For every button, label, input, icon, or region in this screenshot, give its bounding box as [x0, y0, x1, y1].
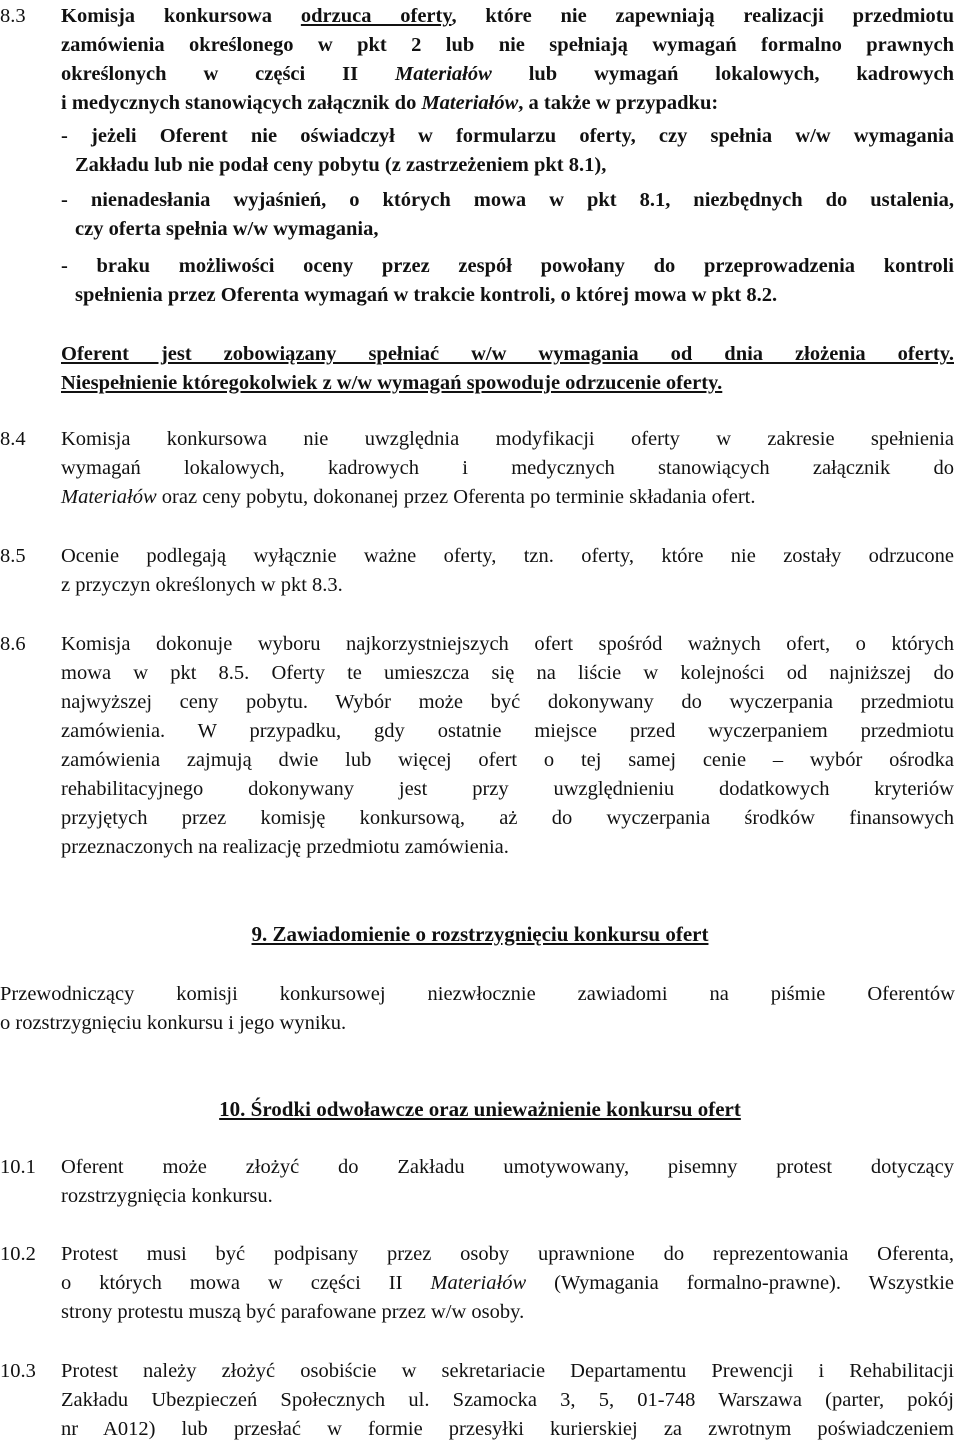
text-line: Protest musi być podpisany przez osoby uprawnione do reprezentowania Oferenta,	[61, 1243, 954, 1265]
heading-text: 10. Środki odwoławcze oraz unieważnienie konkursu ofert	[219, 1097, 741, 1121]
text-line: Komisja konkursowa nie uwzględnia modyfikacji oferty w zakresie spełnienia	[61, 428, 954, 450]
section-10-3-text	[61, 1357, 954, 1444]
text-line: przeznaczonych na realizację przedmiotu zamówienia.	[61, 836, 509, 858]
text-line: zamówienia zajmują dwie lub więcej ofert o tej samej cenie – wybór ośrodka	[61, 749, 954, 771]
italic-text: Materiałów	[61, 486, 157, 508]
text-line: rehabilitacyjnego dokonywany jest przy uwzględnieniu dodatkowych kryteriów	[61, 778, 954, 800]
dash-item-2	[61, 186, 954, 244]
text-fragment: lub wymagań lokalowych, kadrowych	[491, 63, 954, 85]
text-line: Komisja dokonuje wyboru najkorzystniejszych ofert spośród ważnych ofert, o których	[61, 633, 954, 655]
text-line: zamówienia określonego w pkt 2 lub nie spełniają wymagań formalno prawnych	[61, 34, 954, 56]
dash-item-3	[61, 252, 954, 310]
text-line: Oferent jest zobowiązany spełniać w/w wymagania od dnia złożenia oferty.	[61, 343, 954, 365]
section-number-8-3: 8.3	[0, 5, 26, 27]
text-line: spełnienia przez Oferenta wymagań w trakcie kontroli, o której mowa w pkt 8.2.	[75, 284, 778, 306]
text-line: nr A012) lub przesłać w formie przesyłki kurierskiej za zwrotnym poświadczeniem	[61, 1418, 954, 1440]
section-10-2-text	[61, 1240, 954, 1327]
section-number-8-6: 8.6	[0, 633, 26, 655]
text-line: Przewodniczący komisji konkursowej niezwłocznie zawiadomi na piśmie Oferentów	[0, 983, 955, 1005]
underlined-text: odrzuca oferty	[300, 5, 452, 27]
section-number-10-1: 10.1	[0, 1156, 36, 1178]
italic-text: Materiałów	[394, 63, 492, 85]
text-line: z przyczyn określonych w pkt 8.3.	[61, 574, 343, 596]
section-8-5-text	[61, 542, 954, 600]
text-line: Ocenie podlegają wyłącznie ważne oferty, tzn. oferty, które nie zostały odrzucone	[61, 545, 954, 567]
heading-text: 9. Zawiadomienie o rozstrzygnięciu konkursu ofert	[251, 922, 709, 946]
text-fragment: (Wymagania formalno-prawne). Wszystkie	[526, 1272, 955, 1294]
dash-item-1	[61, 122, 954, 180]
text-line: Protest należy złożyć osobiście w sekretariacie Departamentu Prewencji i Rehabilitacji	[61, 1360, 954, 1382]
text-fragment: i medycznych stanowiących załącznik do	[61, 92, 422, 114]
text-line: rozstrzygnięcia konkursu.	[61, 1185, 273, 1207]
section-10-1-text	[61, 1153, 954, 1211]
text-line: czy oferta spełnia w/w wymagania,	[75, 218, 379, 240]
text-line: Zakładu lub nie podał ceny pobytu (z zastrzeżeniem pkt 8.1),	[75, 154, 607, 176]
obligation-note	[61, 340, 954, 398]
text-fragment: , a także w przypadku:	[518, 92, 719, 114]
text-line: wymagań lokalowych, kadrowych i medycznych stanowiących załącznik do	[61, 457, 954, 479]
text-line: - nienadesłania wyjaśnień, o których mowa w pkt 8.1, niezbędnych do ustalenia,	[61, 189, 954, 211]
italic-text: Materiałów	[430, 1272, 527, 1294]
section-8-6-text	[61, 630, 954, 862]
text-fragment: , które nie zapewniają realizacji przedmiotu	[451, 5, 954, 27]
section-number-10-3: 10.3	[0, 1360, 36, 1382]
section-8-4-text	[61, 425, 954, 512]
section-9-text	[0, 980, 955, 1038]
text-fragment: określonych w części II	[61, 63, 395, 85]
section-number-10-2: 10.2	[0, 1243, 36, 1265]
text-line: zamówienia. W przypadku, gdy ostatnie miejsce przed wyczerpaniem przedmiotu	[61, 720, 954, 742]
text-fragment: Komisja konkursowa	[61, 5, 301, 27]
text-line: - jeżeli Oferent nie oświadczył w formularzu oferty, czy spełnia w/w wymagania	[61, 125, 954, 147]
text-line: strony protestu muszą być parafowane przez w/w osoby.	[61, 1301, 525, 1323]
section-number-8-4: 8.4	[0, 428, 26, 450]
text-fragment: oraz ceny pobytu, dokonanej przez Oferenta po terminie składania ofert.	[156, 486, 756, 508]
section-number-8-5: 8.5	[0, 545, 26, 567]
italic-text: Materiałów	[421, 92, 519, 114]
text-line: Zakładu Ubezpieczeń Społecznych ul. Szamocka 3, 5, 01-748 Warszawa (parter, pokój	[61, 1389, 954, 1411]
section-8-3-text	[61, 2, 954, 118]
text-line: Niespełnienie któregokolwiek z w/w wymagań spowoduje odrzucenie oferty.	[61, 372, 723, 394]
text-line: o rozstrzygnięciu konkursu i jego wyniku.	[0, 1012, 347, 1034]
text-line: mowa w pkt 8.5. Oferty te umieszcza się na liście w kolejności od najniższej do	[61, 662, 954, 684]
text-line: przyjętych przez komisję konkursową, aż do wyczerpania środków finansowych	[61, 807, 954, 829]
text-fragment: o których mowa w części II	[61, 1272, 431, 1294]
text-line: najwyższej ceny pobytu. Wybór może być dokonywany do wyczerpania przedmiotu	[61, 691, 954, 713]
section-heading-9	[0, 920, 960, 949]
text-line: - braku możliwości oceny przez zespół powołany do przeprowadzenia kontroli	[61, 255, 954, 277]
section-heading-10	[0, 1095, 960, 1124]
text-line: Oferent może złożyć do Zakładu umotywowany, pisemny protest dotyczący	[61, 1156, 954, 1178]
